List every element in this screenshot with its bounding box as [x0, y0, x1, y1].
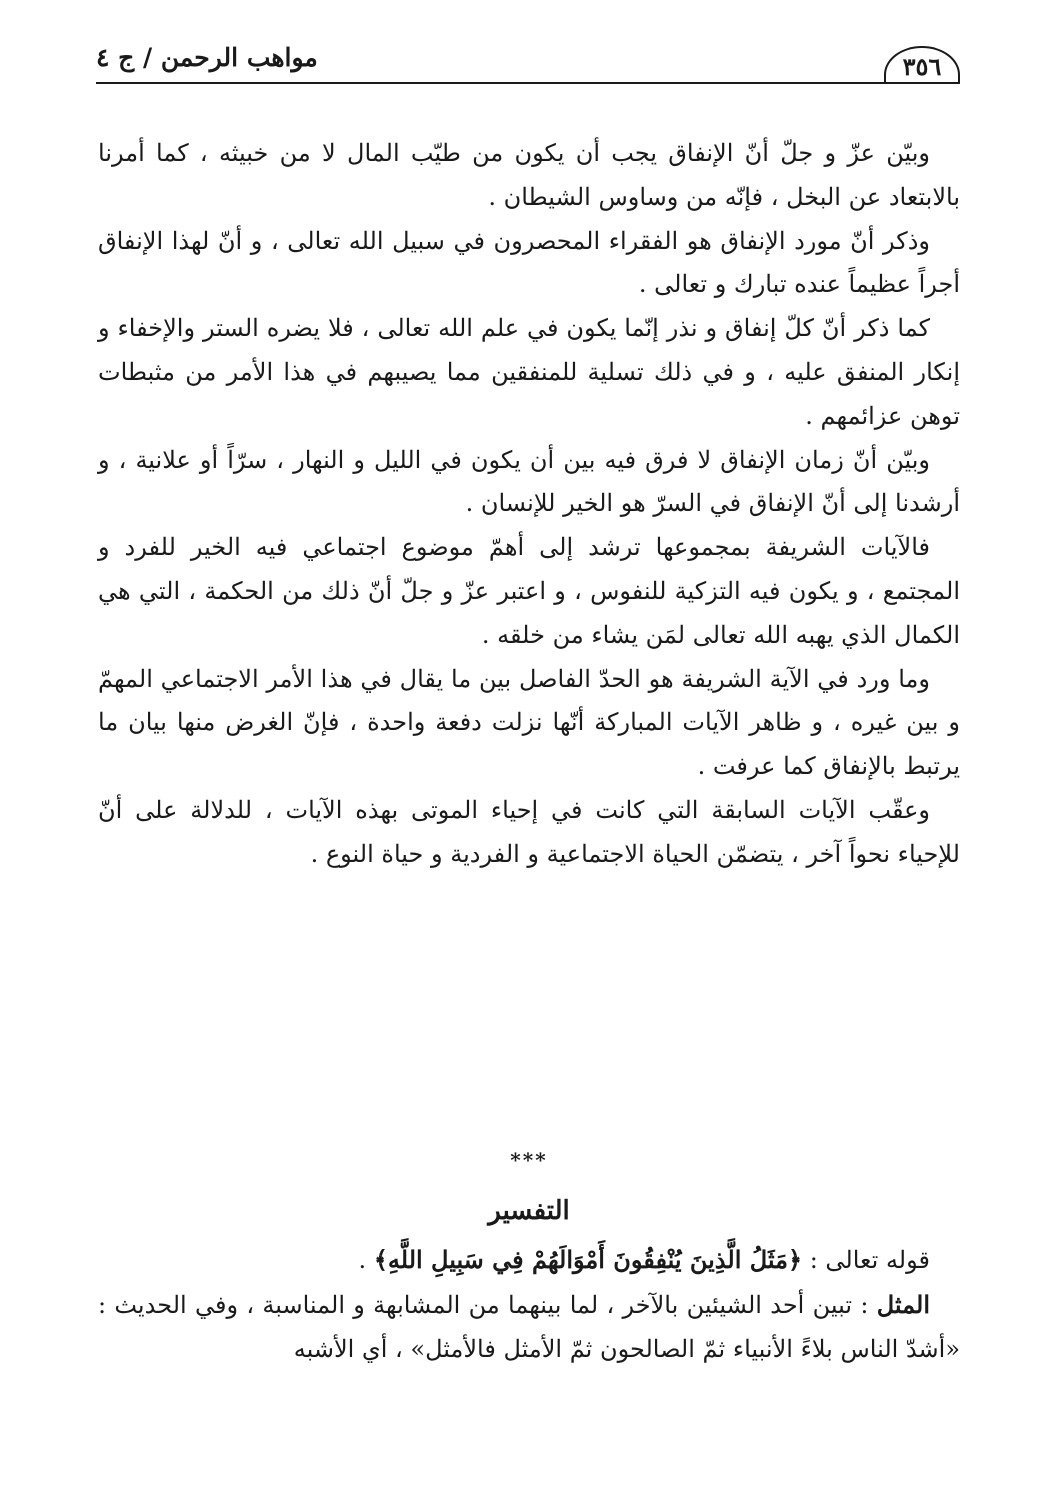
verse-intro: قوله تعالى : [802, 1246, 930, 1274]
section-title: التفسير [488, 1196, 570, 1226]
tafsir-text [98, 1238, 960, 1371]
header-rule [96, 82, 960, 84]
quranic-verse: ﴿مَثَلُ الَّذِينَ يُنْفِقُونَ أَمْوَالَهُمْ فِي سَبِيلِ اللَّهِ﴾ [373, 1245, 803, 1274]
paragraph-6: وما ورد في الآية الشريفة هو الحدّ الفاصل بين ما يقال في هذا الأمر الاجتماعي المهمّ و بين غيره ، و ظاهر الآيات المباركة أنّها نزلت دفعة واحدة ، فإنّ الغرض منها بيان ما يرتبط بالإنفاق كما عرفت . [98, 664, 960, 781]
defined-term: المثل [876, 1289, 930, 1319]
verse-line [98, 1238, 960, 1283]
definition-text: : تبين أحد الشيئين بالآخر ، لما بينهما من المشابهة و المناسبة ، وفي الحديث : «أشدّ الناس بلاءً الأنبياء ثمّ الصالحون ثمّ الأمثل فالأمثل» ، أي الأشبه [98, 1290, 960, 1363]
paragraph-1: وبيّن عزّ و جلّ أنّ الإنفاق يجب أن يكون من طيّب المال لا من خبيثه ، كما أمرنا بالابتعاد عن البخل ، فإنّه من وساوس الشيطان . [98, 139, 960, 211]
running-title: مواهب الرحمن / ج ٤ [96, 43, 318, 72]
paragraph-3: كما ذكر أنّ كلّ إنفاق و نذر إنّما يكون في علم الله تعالى ، فلا يضره الستر والإخفاء و إنكار المنفق عليه ، و في ذلك تسلية للمنفقين مما يصيبهم في هذا الأمر من مثبطات توهن عزائمهم . [98, 314, 960, 430]
page-number: ٣٥٦ [884, 46, 960, 82]
main-text [98, 132, 960, 877]
paragraph-7: وعقّب الآيات السابقة التي كانت في إحياء الموتى بهذه الآيات ، للدلالة على أنّ للإحياء نحواً آخر ، يتضمّن الحياة الاجتماعية و الفردية و حياة النوع . [98, 795, 960, 868]
paragraph-4: وبيّن أنّ زمان الإنفاق لا فرق فيه بين أن يكون في الليل و النهار ، سرّاً أو علانية ، و أرشدنا إلى أنّ الإنفاق في السرّ هو الخير للإنسان . [98, 445, 960, 518]
section-separator: *** [510, 1148, 548, 1172]
page-header [96, 40, 960, 88]
definition-paragraph [98, 1283, 960, 1372]
paragraph-2: وذكر أنّ مورد الإنفاق هو الفقراء المحصرون في سبيل الله تعالى ، و أنّ لهذا الإنفاق أجراً عظيماً عنده تبارك و تعالى . [98, 226, 960, 299]
paragraph-5: فالآيات الشريفة بمجموعها ترشد إلى أهمّ موضوع اجتماعي فيه الخير للفرد و المجتمع ، و يكون فيه التزكية للنفوس ، و اعتبر عزّ و جلّ أنّ ذلك من الحكمة ، التي هي الكمال الذي يهبه الله تعالى لمَن يشاء من خلقه . [98, 533, 961, 649]
verse-end: . [358, 1246, 374, 1274]
